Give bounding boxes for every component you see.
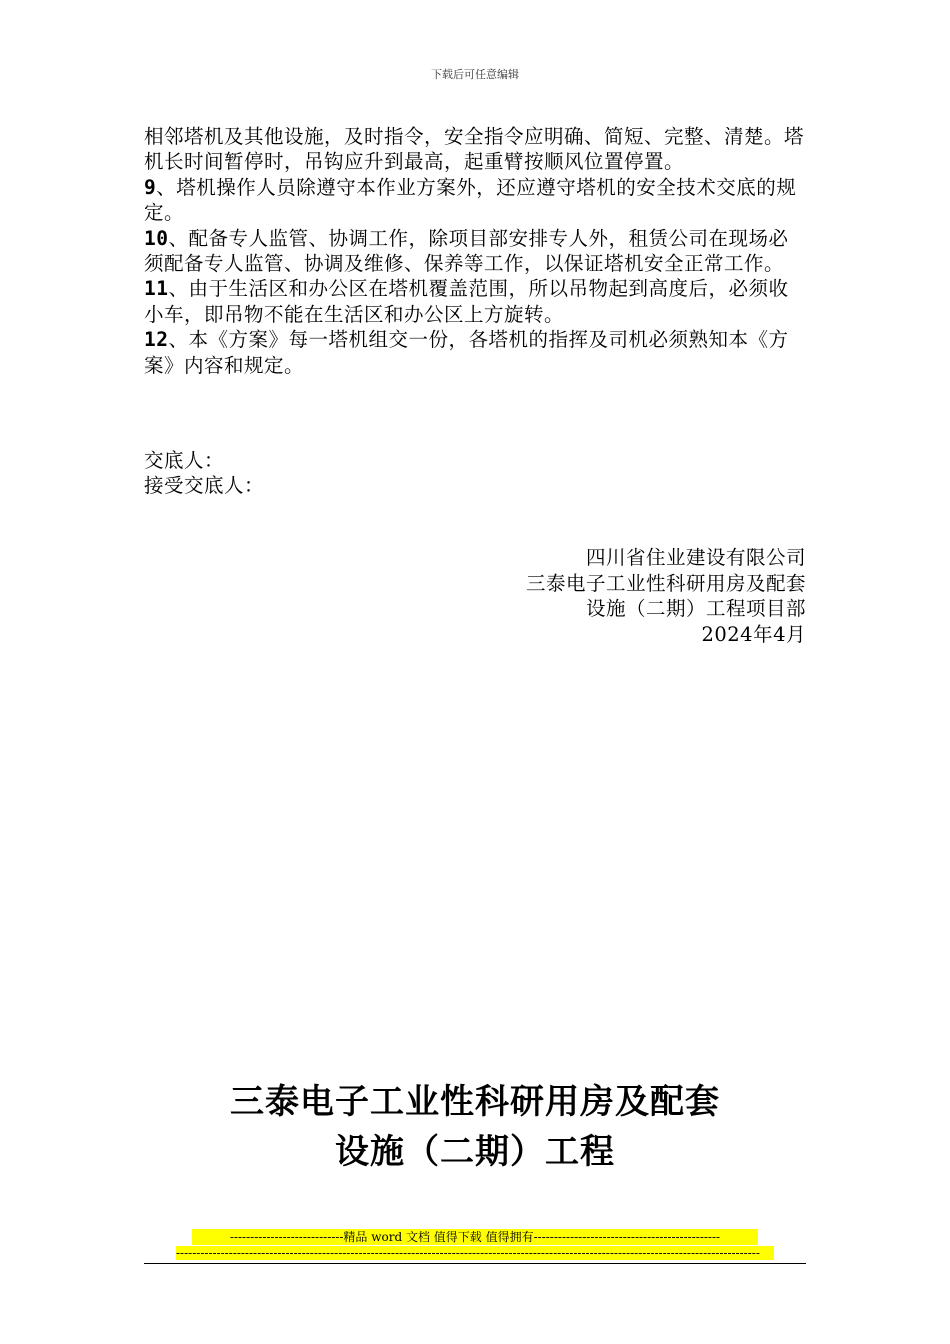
- org-department: 设施（二期）工程项目部: [585, 597, 806, 621]
- title-line-1: 三泰电子工业性科研用房及配套: [230, 1082, 720, 1122]
- presenter-label: 交底人：: [144, 449, 225, 472]
- document-body: [144, 124, 806, 378]
- item-number: 10: [144, 226, 169, 250]
- paragraph-text: 、塔机操作人员除遵守本作业方案外，还应遵守塔机的安全技术交底的规定。: [144, 175, 797, 225]
- paragraph-text: 、本《方案》每一塔机组交一份，各塔机的指挥及司机必须熟知本《方案》内容和规定。: [144, 328, 789, 377]
- paragraph-item-12: [144, 327, 806, 378]
- paragraph-text: 相邻塔机及其他设施，及时指令，安全指令应明确、简短、完整、清楚。塔机长时间暂停时，吊钩应升到最高，起重臂按顺风位置停置。: [144, 125, 805, 174]
- paragraph-item-10: [144, 226, 806, 277]
- signoff-block: [144, 448, 264, 499]
- paragraph-item-9: [144, 175, 806, 226]
- title-line-2: 设施（二期）工程: [335, 1132, 615, 1172]
- org-project: 三泰电子工业性科研用房及配套: [525, 571, 806, 595]
- footer-banner: ----------------------------精品 word 文档 值得下载 值得拥有----------------------------------------------: [192, 1229, 758, 1245]
- paragraph-text: 、由于生活区和办公区在塔机覆盖范围，所以吊物起到高度后，必须收小车，即吊物不能在生活区和办公区上方旋转。: [144, 277, 789, 326]
- paragraph-item-11: [144, 276, 806, 327]
- receiver-label: 接受交底人：: [144, 474, 265, 498]
- paragraph-text: 、配备专人监管、协调工作，除项目部安排专人外，租赁公司在现场必须配备专人监管、协调及维修、保养等工作，以保证塔机安全正常工作。: [144, 226, 789, 276]
- paragraph-continued: [144, 124, 806, 175]
- org-date: 2024年4月: [701, 622, 806, 646]
- item-number: 9: [144, 175, 157, 199]
- header-note: 下载后可任意编辑: [431, 68, 519, 81]
- footer-divider: [144, 1263, 806, 1264]
- item-number: 11: [144, 277, 169, 301]
- organization-block: [526, 545, 806, 647]
- footer-dashes: ------------------------------------------------------------------------------------------------------------------------------------------------: [176, 1246, 774, 1260]
- item-number: 12: [144, 328, 169, 352]
- org-company: 四川省住业建设有限公司: [585, 546, 806, 569]
